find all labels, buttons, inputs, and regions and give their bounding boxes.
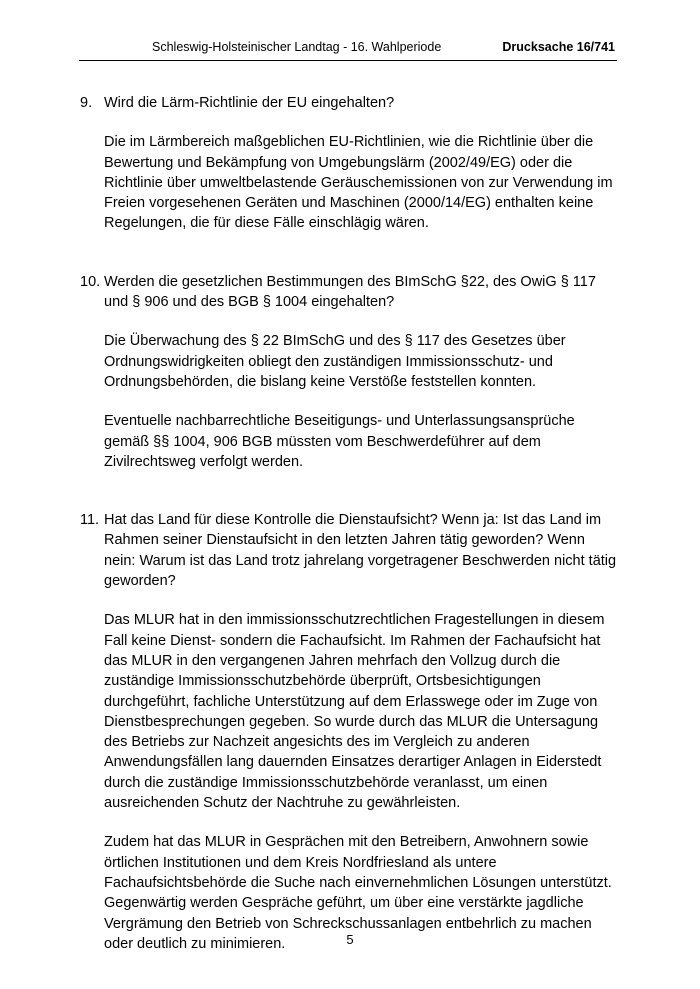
page-header: [79, 38, 617, 61]
question-text: Werden die gesetzlichen Bestimmungen des BImSchG §22, des OwiG § 117 und § 906 und des BGB § 1004 eingehalten?: [104, 273, 596, 311]
question-text: Hat das Land für diese Kontrolle die Dienstaufsicht? Wenn ja: Ist das Land im Rahmen seiner Dienstaufsicht in den letzten Jahren tätig geworden? Wenn nein: Warum ist das Land trotz jahrelang vorgetragener Beschwerden nicht tätig geworden?: [104, 512, 617, 590]
header-title: Schleswig-Holsteinischer Landtag - 16. Wahlperiode: [152, 40, 442, 54]
question-number: 11.: [80, 512, 100, 529]
question-number: 9.: [80, 95, 93, 111]
page-number: 5: [346, 932, 354, 947]
question-number: 10.: [80, 273, 101, 290]
answer-paragraph: Die im Lärmbereich maßgeblichen EU-Richtlinien, wie die Richtlinie über die Bewertung und Bekämpfung von Umgebungslärm (2002/49/EG) oder die Richtlinie über umweltbelastende Geräuschemissionen von zur Verwendung im Freien vorgesehenen Geräten und Maschinen (2000/14/EG) enthalten keine Regelungen, die für diese Fälle einschlägig wären.: [104, 134, 613, 232]
answer-paragraph: Eventuelle nachbarrechtliche Beseitigungs- und Unterlassungsansprüche gemäß §§ 1004, 906 BGB müssten vom Beschwerdeführer auf dem Zivilrechtsweg verfolgt werden.: [104, 413, 575, 470]
question-text: Wird die Lärm-Richtlinie der EU eingehalten?: [104, 95, 395, 111]
question-9: [80, 93, 620, 113]
answer-paragraph: Die Überwachung des § 22 BImSchG und des § 117 des Gesetzes über Ordnungswidrigkeiten obliegt den zuständigen Immissionsschutz- und Ordnungsbehörden, die bislang keine Verstöße feststellen konnten.: [104, 333, 566, 390]
answer-paragraph: Zudem hat das MLUR in Gesprächen mit den Betreibern, Anwohnern sowie örtlichen Institutionen und dem Kreis Nordfriesland als untere Fachaufsichtsbehörde die Suche nach einvernehmlichen Lösungen unterstützt. Gegenwärtig werden Gespräche geführt, um über eine verstärkte jagdliche Vergrämung den Betrieb von Schreckschussanlagen entbehrlich zu machen oder deutlich zu minimieren.: [104, 834, 612, 952]
document-body: [80, 93, 620, 954]
question-10: [80, 272, 620, 313]
document-number: Drucksache 16/741: [502, 40, 615, 54]
question-11: [80, 510, 620, 591]
answer-paragraph: Das MLUR hat in den immissionsschutzrechtlichen Fragestellungen in diesem Fall keine Dienst- sondern die Fachaufsicht. Im Rahmen der Fachaufsicht hat das MLUR in den vergangenen Jahren mehrfach den Vollzug durch die zuständige Immissionsschutzbehörde überprüft, Ortsbesichtigungen durchgeführt, fachliche Unterstützung auf dem Erlasswege oder im Zuge von Dienstbesprechungen gegeben. So wurde durch das MLUR die Untersagung des Betriebs zur Nachzeit angesichts des im Vergleich zu anderen Anwendungsfällen lang dauernden Einsatzes derartiger Anlagen in Eiderstedt durch die zuständige Immissionsschutzbehörde veranlasst, um einen ausreichenden Schutz der Nachtruhe zu gewährleisten.: [104, 612, 605, 812]
